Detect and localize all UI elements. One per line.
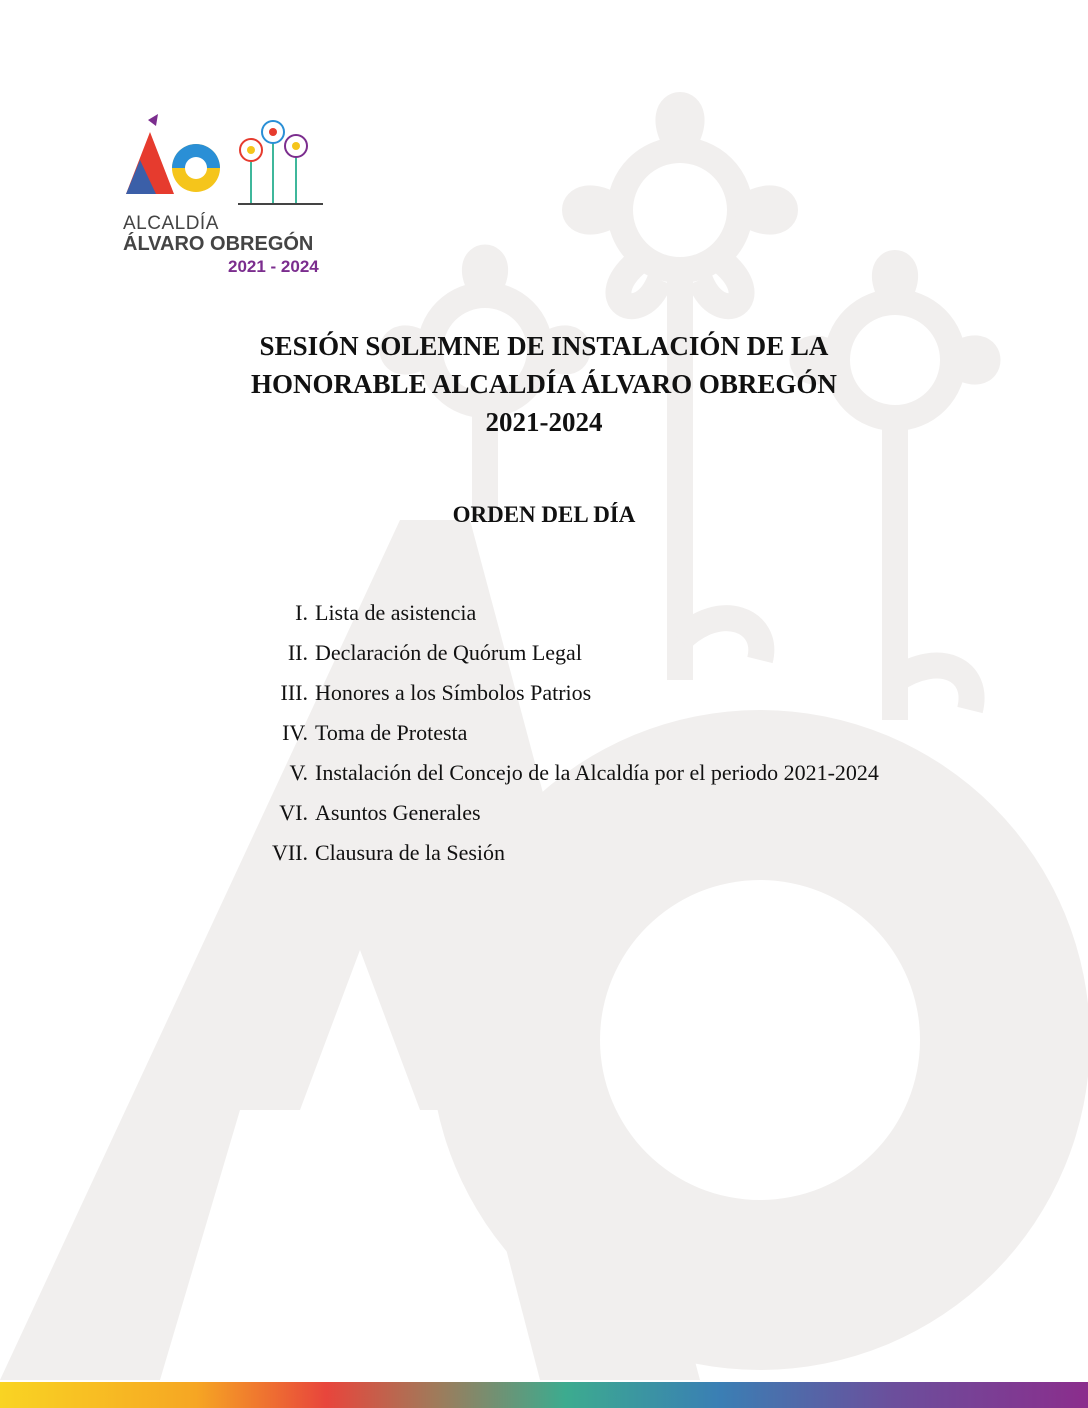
item-text: Toma de Protesta: [315, 720, 468, 745]
agenda-list: [220, 600, 980, 880]
item-text: Lista de asistencia: [315, 600, 477, 625]
list-item: [220, 680, 980, 720]
list-item: [220, 840, 980, 880]
item-number: I.: [295, 600, 308, 625]
alcaldia-logo: [118, 112, 338, 282]
title-line: 2021-2024: [485, 407, 603, 437]
item-number: VI.: [279, 800, 308, 825]
item-text: Instalación del Concejo de la Alcaldía por el periodo 2021-2024: [315, 760, 879, 785]
item-text: Declaración de Quórum Legal: [315, 640, 582, 665]
logo-text-years: 2021 - 2024: [228, 257, 319, 276]
item-number: VII.: [271, 840, 308, 865]
logo-text-alcaldia: ALCALDÍA: [123, 213, 219, 234]
document-title: [144, 327, 944, 441]
agenda-heading: ORDEN DEL DÍA: [452, 502, 636, 527]
list-item: [220, 760, 980, 800]
logo-mark-icon: [118, 112, 338, 212]
list-item: [220, 600, 980, 640]
item-number: IV.: [282, 720, 308, 745]
item-number: II.: [287, 640, 308, 665]
item-number: III.: [280, 680, 308, 705]
list-item: [220, 640, 980, 680]
item-text: Asuntos Generales: [315, 800, 481, 825]
list-item: [220, 800, 980, 840]
list-item: [220, 720, 980, 760]
flower-icon: [240, 121, 307, 204]
logo-text-name: ÁLVARO OBREGÓN: [123, 233, 314, 255]
footer-color-bar: [0, 1382, 1088, 1408]
item-text: Honores a los Símbolos Patrios: [315, 680, 592, 705]
item-number: V.: [289, 760, 308, 785]
title-line: HONORABLE ALCALDÍA ÁLVARO OBREGÓN: [251, 369, 837, 399]
item-text: Clausura de la Sesión: [315, 840, 506, 865]
title-line: SESIÓN SOLEMNE DE INSTALACIÓN DE LA: [259, 331, 829, 361]
